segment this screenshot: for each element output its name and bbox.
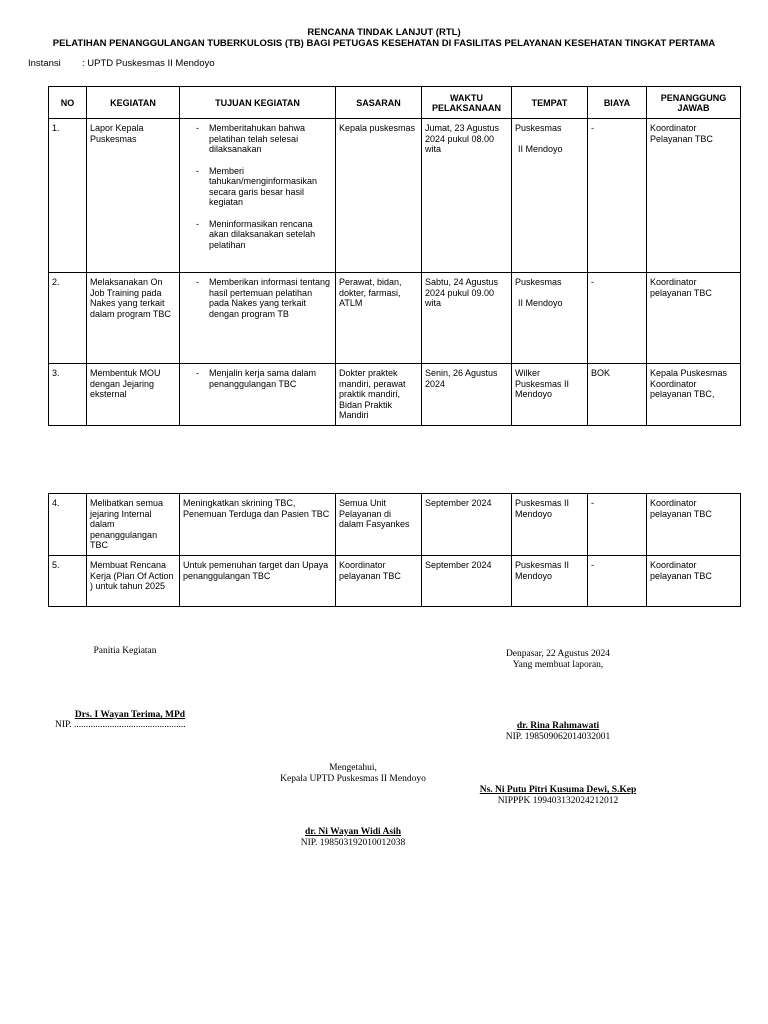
cell-pj: Koordinator pelayanan TBC [647,273,741,364]
cell-sasaran: Dokter praktek mandiri, perawat praktik mandiri, Bidan Praktik Mandiri [336,364,422,426]
cell-pj: Koordinator pelayanan TBC [647,556,741,607]
tujuan-item: - Memberitahukan bahwa pelatihan telah selesai dilaksanakan [209,123,332,155]
cell-no: 4. [49,494,87,556]
report-place-date: Denpasar, 22 Agustus 2024 [505,649,611,659]
cell-pj: Kepala Puskesmas Koordinator pelayanan TBC, [647,364,741,426]
kepala-nip: NIP. 198503192010012038 [300,838,406,848]
table-row [49,273,741,364]
table-row [49,119,741,273]
table-header-row [49,87,741,119]
report-maker-name: dr. Rina Rahmawati [516,721,600,731]
cell-kegiatan: Membentuk MOU dengan Jejaring eksternal [87,364,180,426]
cell-kegiatan: Lapor Kepala Puskesmas [87,119,180,273]
koordinator-name: Ns. Ni Putu Pitri Kusuma Dewi, S.Kep [479,785,637,795]
cell-no: 1. [49,119,87,273]
tempat-line-1: Puskesmas [515,277,562,287]
kepala-signature [253,827,453,849]
cell-biaya: - [588,273,647,364]
cell-no: 5. [49,556,87,607]
col-header-biaya: BIAYA [588,87,647,119]
cell-waktu: September 2024 [422,494,512,556]
cell-waktu: Senin, 26 Agustus 2024 [422,364,512,426]
tempat-line-1: Puskesmas [515,123,562,133]
rtl-table-page-1 [48,86,741,426]
cell-no: 3. [49,364,87,426]
tujuan-item: - Meninformasikan rencana akan dilaksanakan setelah pelatihan [209,219,332,251]
kepala-name: dr. Ni Wayan Widi Asih [304,827,402,837]
cell-tempat [512,273,588,364]
cell-sasaran: Koordinator pelayanan TBC [336,556,422,607]
instansi-value: : UPTD Puskesmas II Mendoyo [82,58,215,69]
cell-kegiatan: Membuat Rencana Kerja (Plan Of Action ) untuk tahun 2025 [87,556,180,607]
document-title: RENCANA TINDAK LANJUT (RTL) [307,27,461,38]
cell-sasaran: Perawat, bidan, dokter, farmasi, ATLM [336,273,422,364]
tujuan-item: - Memberikan informasi tentang hasil pertemuan pelatihan pada Nakes yang terkait dengan program TB [209,277,332,319]
cell-biaya: BOK [588,364,647,426]
cell-waktu: Jumat, 23 Agustus 2024 pukul 08.00 wita [422,119,512,273]
col-header-pj: PENANGGUNG JAWAB [647,87,741,119]
cell-no: 2. [49,273,87,364]
cell-tujuan [180,119,336,273]
cell-tempat [512,119,588,273]
col-header-no: NO [49,87,87,119]
panitia-name: Drs. I Wayan Terima, MPd [74,710,186,720]
cell-tempat: Wilker Puskesmas II Mendoyo [512,364,588,426]
col-header-tempat: TEMPAT [512,87,588,119]
cell-waktu: Sabtu, 24 Agustus 2024 pukul 09.00 wita [422,273,512,364]
instansi-line [28,58,215,69]
rtl-table-page-2 [48,493,741,607]
cell-biaya: - [588,119,647,273]
koordinator-nip: NIPPPK 199403132024212012 [497,796,619,806]
col-header-kegiatan: KEGIATAN [87,87,180,119]
cell-sasaran: Kepala puskesmas [336,119,422,273]
cell-tempat: Puskesmas II Mendoyo [512,556,588,607]
cell-pj: Koordinator Pelayanan TBC [647,119,741,273]
cell-biaya: - [588,556,647,607]
cell-kegiatan: Melaksanakan On Job Training pada Nakes yang terkait dalam program TBC [87,273,180,364]
report-maker-title: Yang membuat laporan, [512,660,604,670]
tempat-line-2: II Mendoyo [518,143,563,154]
report-maker-nip: NIP. 198509062014032001 [505,732,611,742]
cell-kegiatan: Melibatkan semua jejaring Internal dalam penanggulangan TBC [87,494,180,556]
instansi-label: Instansi [28,58,61,69]
panitia-nip: NIP. ............................................... [55,720,186,730]
tempat-line-2: II Mendoyo [518,297,563,308]
table-row [49,556,741,607]
cell-pj: Koordinator pelayanan TBC [647,494,741,556]
cell-waktu: September 2024 [422,556,512,607]
table-row [49,364,741,426]
koordinator-signature [458,785,658,807]
col-header-waktu: WAKTU PELAKSANAAN [422,87,512,119]
cell-tujuan: Untuk pemenuhan target dan Upaya penanggulangan TBC [180,556,336,607]
report-maker-signature [478,721,638,743]
col-header-sasaran: SASARAN [336,87,422,119]
table-row [49,494,741,556]
col-header-tujuan: TUJUAN KEGIATAN [180,87,336,119]
mengetahui-label: Mengetahui, [329,763,377,773]
cell-tujuan [180,273,336,364]
tujuan-item: - Memberi tahukan/menginformasikan secara garis besar hasil kegiatan [209,166,332,208]
mengetahui-title: Kepala UPTD Puskesmas II Mendoyo [280,774,426,784]
cell-tempat: Puskesmas II Mendoyo [512,494,588,556]
cell-sasaran: Semua Unit Pelayanan di dalam Fasyankes [336,494,422,556]
panitia-title: Panitia Kegiatan [93,646,157,656]
cell-biaya: - [588,494,647,556]
document-subtitle: PELATIHAN PENANGGULANGAN TUBERKULOSIS (TB) BAGI PETUGAS KESEHATAN DI FASILITAS PELAYANAN KESEHATAN TINGKAT PERTAMA [52,38,716,49]
cell-tujuan: Meningkatkan skrining TBC, Penemuan Terduga dan Pasien TBC [180,494,336,556]
tujuan-item: - Menjalin kerja sama dalam penanggulangan TBC [209,368,332,389]
cell-tujuan [180,364,336,426]
